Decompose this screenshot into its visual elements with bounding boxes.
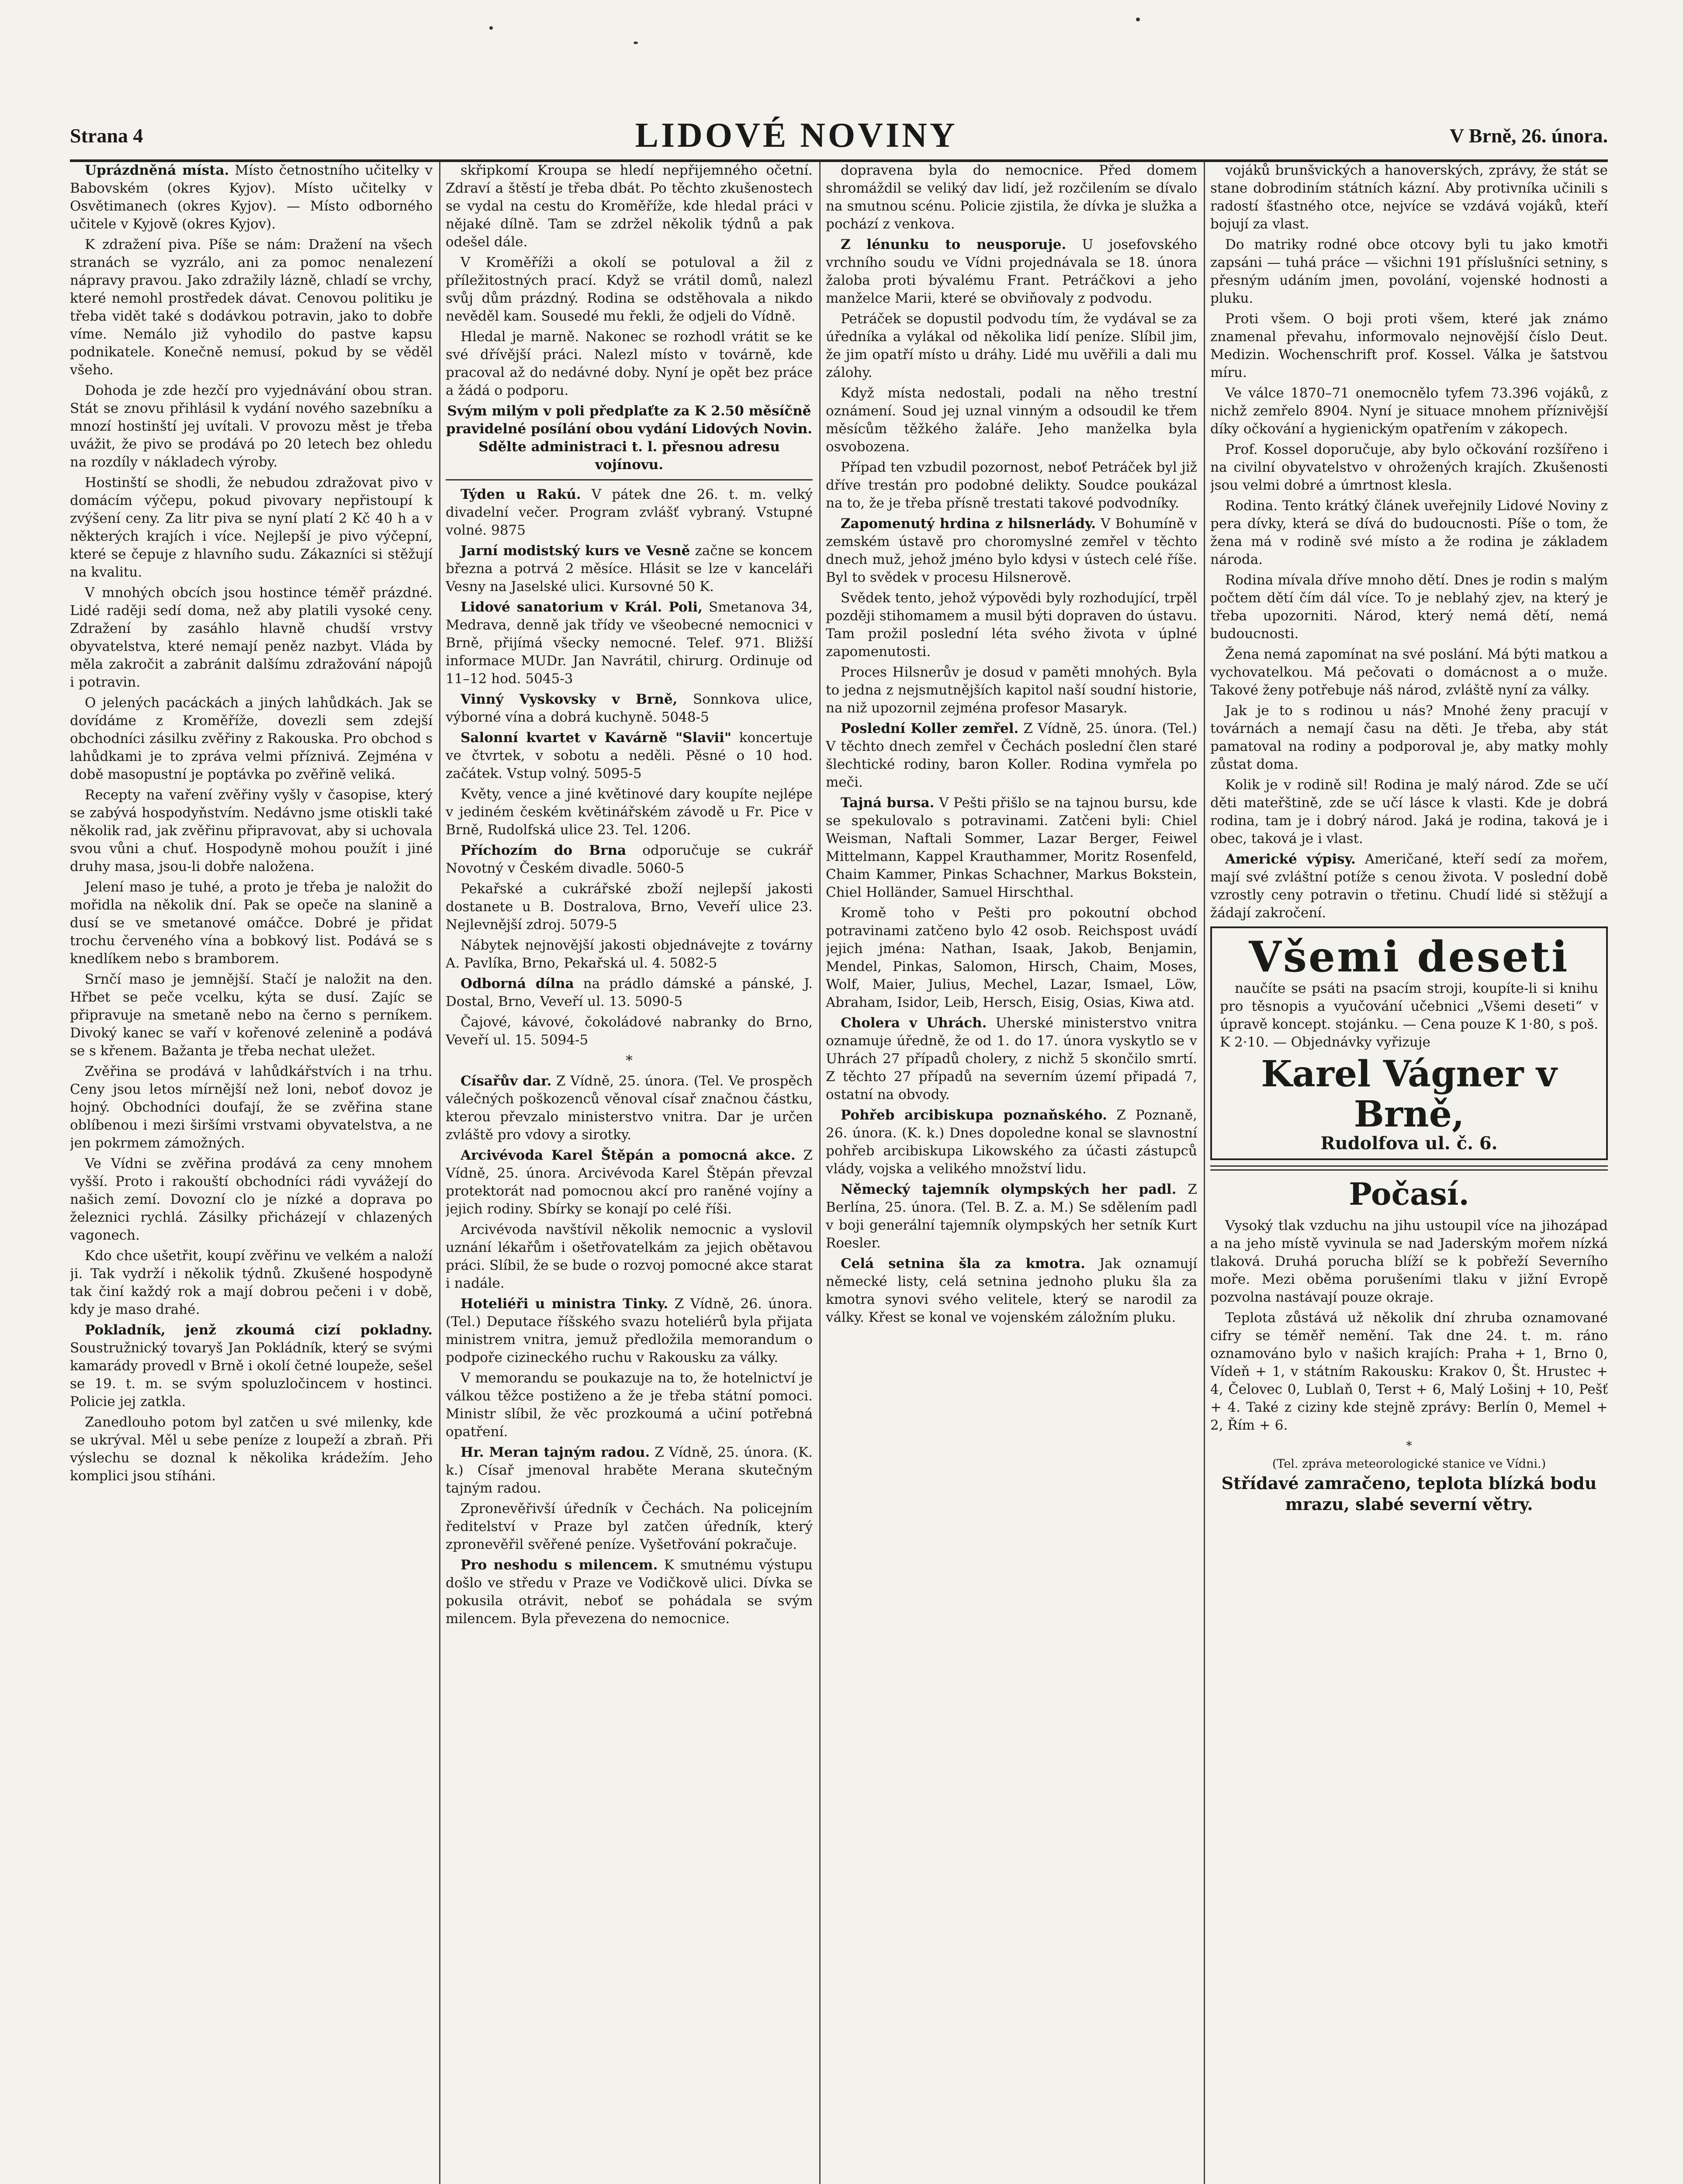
- article-paragraph: [826, 663, 1197, 717]
- article-text: Svědek tento, jehož výpovědi byly rozhodující, trpěl později stihomamem a musil býti dopraven do ústavu. Tam prožil poslední léta svého života v úplné zapomenutosti.: [826, 590, 1197, 660]
- article-text: Recepty na vaření zvěřiny vyšly v časopise, který se zabývá hospodyňstvím. Nedávno jsme otiskli také několik rad, jak zvěřinu připravovat, aby si uchovala svou vůni a chuť. Hospodyně mohou použít i jiné druhy masa, jsou-li dobře naložena.: [70, 787, 433, 874]
- article-paragraph: [446, 542, 813, 596]
- article-paragraph: [70, 162, 433, 233]
- weather-paragraph: Vysoký tlak vzduchu na jihu ustoupil více na jihozápad a na jeho místě vyvinula se nad Jaderským mořem nízká tlaková. Druhá porucha blíží se k pobřeží Severního moře. Mezi oběma porušeními tlaku v jižní Evropě pozvolna nastávají pouze okraje.: [1210, 1218, 1608, 1305]
- article-headline: Hoteliéři u ministra Tinky.: [461, 1296, 668, 1312]
- article-text: O jelených pacáckách a jiných lahůdkách. Jak se dovídáme z Kroměříže, dovezli sem zdejší obchodníci zásilku zvěřiny z Rakouska. Pro obchod s lahůdkami je to zpráva velmi příznivá. Zejména v době masopustní je poptávka po zvěřině veliká.: [70, 695, 433, 782]
- article-text: Když místa nedostali, podali na něho trestní oznámení. Soud jej uznal vinným a odsoudil ke třem měsícům těžkého žaláře. Jeho manželka byla osvobozena.: [826, 385, 1197, 455]
- article-headline: Z lénunku to neusporuje.: [841, 237, 1067, 252]
- article-paragraph: [446, 402, 813, 474]
- article-headline: Americké výpisy.: [1225, 851, 1356, 867]
- article-paragraph: [446, 880, 813, 934]
- article-paragraph: [446, 691, 813, 726]
- article-text: Z Berlína, 25. února. (Tel. B. Z. a. M.) Se sdělením padl v boji generální tajemník olympských her setník Kurt Roesler.: [826, 1182, 1197, 1251]
- article-headline: Celá setnina šla za kmotra.: [841, 1256, 1085, 1272]
- article-paragraph: [1210, 384, 1608, 438]
- article-text: Jak oznamují německé listy, celá setnina jednoho pluku šla za kmotra synovi svého velitele, který se narodil za války. Křest se konal ve vojenském záložním pluku.: [826, 1256, 1197, 1325]
- print-speck: [489, 26, 493, 30]
- article-headline: Hr. Meran tajným radou.: [461, 1444, 650, 1460]
- divider-rule: [446, 479, 813, 480]
- article-headline: Německý tajemník olympských her padl.: [841, 1182, 1177, 1197]
- article-paragraph: [1210, 497, 1608, 569]
- dateline: V Brně, 26. února.: [1449, 124, 1608, 147]
- article-text: Ve válce 1870–71 onemocnělo tyfem 73.396 vojáků, z nichž zemřelo 8904. Nyní je situace mnohem příznivější díky očkování a hygienickým opatřením v zákopech.: [1210, 385, 1608, 437]
- article-paragraph: [70, 382, 433, 471]
- article-headline: Lidové sanatorium v Král. Poli,: [461, 599, 703, 615]
- article-paragraph: [446, 254, 813, 325]
- article-paragraph: [446, 1072, 813, 1144]
- article-text: Zvěřina se prodává v lahůdkářstvích i na trhu. Ceny jsou letos mírnější než loni, neboť dovoz je hojný. Obchodníci doufají, že se zvěřina stane oblíbenou i mezi širšími vrstvami obyvatelstva, a ne jen pokrmem zámožných.: [70, 1064, 433, 1151]
- article-paragraph: [1210, 776, 1608, 848]
- article-paragraph: [826, 1181, 1197, 1252]
- article-paragraph: [826, 1014, 1197, 1104]
- article-text: odporučuje se cukrář Novotný v Českém divadle. 5060-5: [446, 843, 813, 876]
- article-paragraph: [446, 1013, 813, 1049]
- article-text: Ve Vídni se zvěřina prodává za ceny mnohem vyšší. Proto i rakouští obchodníci rádi vyvážejí do našich zemí. Dovozní clo je nízké a doprava po železnici rychlá. Zásilky přicházejí v chlazených vagonech.: [70, 1156, 433, 1243]
- weather-source: (Tel. zpráva meteorologické stanice ve Vídni.): [1272, 1457, 1546, 1471]
- ad-headline: Všemi deseti: [1249, 932, 1569, 981]
- article-headline: Arcivévoda Karel Štěpán a pomocná akce.: [461, 1147, 796, 1163]
- article-headline: Odborná dílna: [461, 976, 574, 992]
- article-text: Zpronevěřivší úředník v Čechách. Na policejním ředitelství v Praze byl zatčen úředník, který zpronevěřil svěřené peníze. Vyšetřování pokračuje.: [446, 1501, 813, 1552]
- article-text: Proces Hilsnerův je dosud v paměti mnohých. Byla to jedna z nejsmutnějších kapitol naší soudní historie, na niž upozornil zejména profesor Masaryk.: [826, 664, 1197, 716]
- article-text: Kromě toho v Pešti pro pokoutní obchod potravinami zatčeno bylo 42 osob. Reichspost uvádí jejich jména: Nathan, Isaak, Jakob, Benjamin, Mendel, Pinkas, Salomon, Hirsch, Chaim, Moses, Wolf, Maier, Julius, Mechel, Lazar, Ismael, Löw, Abraham, Isidor, Leib, Hersch, Eisig, Osias, Kiwa atd.: [826, 905, 1197, 1010]
- article-paragraph: [70, 1063, 433, 1152]
- article-paragraph: [826, 162, 1197, 233]
- article-paragraph: [446, 1052, 813, 1070]
- article-paragraph: [70, 584, 433, 691]
- article-headline: Uprázdněná místa.: [85, 162, 229, 178]
- article-paragraph: [826, 794, 1197, 902]
- article-text: Petráček se dopustil podvodu tím, že vydával se za úředníka a vylákal od několika lidí peníze. Slíbil jim, že jim opatří místo u dráhy. Lidé mu uvěřili a dali mu zálohy.: [826, 311, 1197, 380]
- article-text: Z Vídně, 26. února. (Tel.) Deputace říšského svazu hoteliérů byla přijata ministrem vnitra, jemuž předložila memorandum o podpoře cizineckého ruchu v Rakousku za války.: [446, 1296, 813, 1365]
- article-paragraph: [70, 1247, 433, 1319]
- article-headline: Jarní modistský kurs ve Vesně: [461, 543, 690, 559]
- article-text: Hledal je marně. Nakonec se rozhodl vrátit se ke své dřívější práci. Nalezl místo v továrně, kde pracoval až do nedávné doby. Nyní je opět bez práce a žádá o podporu.: [446, 329, 813, 398]
- article-text: Uherské ministerstvo vnitra oznamuje úředně, že od 1. do 17. února vyskytlo se v Uhrách 27 případů cholery, z nichž 5 skončilo smrtí. Z těchto 27 případů na severním území připadá 7, ostatní na obvody.: [826, 1015, 1197, 1102]
- column-4: [1210, 162, 1608, 2184]
- article-paragraph: [1210, 702, 1608, 774]
- ad-body: naučíte se psáti na psacím stroji, koupíte-li si knihu pro těsnopis a vyučování učebnici „Všemi deseti“ v úpravě koncept. stojánku. — Cena pouze K 1·80, s poš. K 2·10. — Objednávky vyřizuje: [1220, 981, 1598, 1050]
- article-paragraph: [826, 904, 1197, 1012]
- article-headline: Cholera v Uhrách.: [841, 1015, 987, 1031]
- article-paragraph: [70, 971, 433, 1060]
- article-text: Z Vídně, 25. února. (Tel.) V těchto dnech zemřel v Čechách poslední člen staré šlechtické rodiny, baron Koller. Rodina vymřela po meči.: [826, 721, 1197, 790]
- article-text: Srnčí maso je jemnější. Stačí je naložit na den. Hřbet se peče vcelku, kýta se dusí. Zajíc se připravuje na smetaně nebo na černo s perníkem. Divoký kanec se vaří v kořenové zelenině a podává se s křenem. Bažanta je třeba nechat uležet.: [70, 971, 433, 1059]
- article-text: Soustružnický tovaryš Jan Pokládník, který se svými kamarády provedl v Brně i okolí četné loupeže, sešel se 19. t. m. se svým spoluzločincem v hostinci. Policie jej zatkla.: [70, 1340, 433, 1410]
- article-paragraph: [1210, 310, 1608, 382]
- article-paragraph: [70, 1155, 433, 1244]
- article-paragraph: [446, 486, 813, 539]
- article-text: Z Vídně, 25. února. (K. k.) Císař jmenoval hraběte Merana skutečným tajným radou.: [446, 1444, 813, 1496]
- weather-title: Počasí.: [1349, 1176, 1469, 1212]
- column-divider: [439, 162, 440, 2184]
- article-headline: Císařův dar.: [461, 1073, 552, 1089]
- article-paragraph: [446, 1444, 813, 1497]
- article-headline: Týden u Rakú.: [461, 487, 581, 502]
- article-paragraph: [1210, 571, 1608, 643]
- article-text: Květy, vence a jiné květinové dary koupíte nejlépe v jediném českém květinářském závodě u Fr. Pice v Brně, Rudolfská ulice 23. Tel. 1206.: [446, 786, 813, 838]
- article-paragraph: [1210, 850, 1608, 922]
- article-paragraph: [826, 720, 1197, 791]
- article-headline: Pokladník, jenž zkoumá cizí pokladny.: [85, 1322, 433, 1338]
- article-text: Zanedlouho potom byl zatčen u své milenky, kde se ukrýval. Měl u sebe peníze z loupeží a zbraň. Při výslechu se doznal k několika krádežím. Jeho komplici jsou stíháni.: [70, 1414, 433, 1484]
- article-paragraph: [446, 785, 813, 839]
- article-text: U josefovského vrchního soudu ve Vídni projednávala se 18. února žaloba proti bývalému Frant. Petráčkovi a jeho manželce Marii, které se obviňovaly z podvodu.: [826, 237, 1197, 306]
- article-paragraph: [1210, 441, 1608, 494]
- column-3: [826, 162, 1197, 2184]
- article-text: vojáků brunšvických a hanoverských, zprávy, že stát se stane dobrodiním státních kázní. Aby protivníka učinili s radostí šťastného otce, nejvíce se vzdává vojáků, kteří bojují za vlast.: [1210, 162, 1608, 232]
- article-text: Kolik je v rodině sil! Rodina je malý národ. Zde se učí děti mateřštině, zde se učí lásce k vlasti. Kde je dobrá rodina, tam je i dobrý národ. Jaká je rodina, taková je i obec, taková je i vlast.: [1210, 777, 1608, 847]
- masthead: [70, 111, 1608, 162]
- article-text: Místo četnostního učitelky v Babovském (okres Kyjov). Místo učitelky v Osvětimanech (okres Kyjov). — Místo odborného učitele v Kyjově (okres Kyjov).: [70, 162, 433, 232]
- article-text: Dohoda je zde hezčí pro vyjednávání obou stran. Stát se znovu přihlásil k vydání nového sazebníku a mnozí hostinští jej uvítali. V provozu měst je třeba uvážit, že pivo se prodává po 20 letech bez ohledu na rozdíly v nákladech výroby.: [70, 383, 433, 470]
- article-text: V mnohých obcích jsou hostince téměř prázdné. Lidé raději sedí doma, než aby platili vysoké ceny. Zdražení by zasáhlo hlavně chudší vrstvy obyvatelstva, které nemají peněz nazbyt. Vláda by měla zakročit a zabránit dalšímu zdražování nápojů i potravin.: [70, 585, 433, 690]
- article-text: V Kroměříži a okolí se potuloval a žil z příležitostných prací. Když se vrátil domů, nalezl svůj dům prázdný. Rodina se odstěhovala a nikdo nevěděl kam. Sousedé mu řekli, že odjeli do Vídně.: [446, 255, 813, 324]
- weather-forecast: Střídavé zamračeno, teplota blízká bodu mrazu, slabé severní větry.: [1221, 1473, 1597, 1514]
- article-text: Svým milým v poli předplaťte za K 2.50 měsíčně pravidelné posílání obou vydání Lidových Novin. Sdělte administraci t. l. přesnou adresu vojínovu.: [446, 403, 813, 473]
- column-2: [446, 162, 813, 2184]
- article-text: V memorandu se poukazuje na to, že hotelnictví je válkou těžce postiženo a že je třeba státní pomoci. Ministr slíbil, že věc prozkoumá a učiní potřebná opatření.: [446, 1370, 813, 1440]
- advertisement-box: [1210, 926, 1608, 1160]
- article-paragraph: [70, 474, 433, 581]
- article-headline: Pohřeb arcibiskupa poznaňského.: [841, 1107, 1107, 1123]
- article-paragraph: [70, 1321, 433, 1411]
- ad-address: Rudolfova ul. č. 6.: [1320, 1133, 1498, 1154]
- article-paragraph: [446, 842, 813, 878]
- article-text: *: [626, 1053, 633, 1068]
- article-paragraph: [826, 1255, 1197, 1327]
- print-speck: [1136, 17, 1140, 21]
- article-paragraph: [1210, 236, 1608, 308]
- article-text: Z Vídně, 25. února. Arcivévoda Karel Štěpán převzal protektorát nad pomocnou akcí pro raněné vojíny a jejich rodiny. Sbírky se konají po celé říši.: [446, 1147, 813, 1217]
- divider-rule: [1210, 1165, 1608, 1171]
- article-text: na prádlo dámské a pánské, J. Dostal, Brno, Veveří ul. 13. 5090-5: [446, 976, 813, 1009]
- article-text: Z Poznaně, 26. února. (K. k.) Dnes dopoledne konal se slavnostní pohřeb arcibiskupa Likowského za účasti zástupců vlády, vojska a velikého množství lidu.: [826, 1107, 1197, 1177]
- article-headline: Poslední Koller zemřel.: [841, 721, 1019, 736]
- article-headline: Salonní kvartet v Kavárně "Slavii": [461, 730, 732, 746]
- article-text: Čajové, kávové, čokoládové nabranky do Brno, Veveří ul. 15. 5094-5: [446, 1014, 813, 1048]
- article-headline: Zapomenutý hrdina z hilsnerlády.: [841, 516, 1096, 532]
- article-headline: Pro neshodu s milencem.: [461, 1557, 658, 1573]
- article-text: V Pešti přišlo se na tajnou bursu, kde se spekulovalo s potravinami. Zatčeni byli: Chiel Weisman, Naftali Sommer, Lazar Berger, Feiwel Mittelmann, Kappel Krauthammer, Moritz Rosenfeld, Chaim Kammer, Pinkas Schachner, Markus Bokstein, Chiel Holländer, Samuel Hirschthal.: [826, 795, 1197, 900]
- article-paragraph: [70, 786, 433, 876]
- column-divider: [1204, 162, 1205, 2184]
- article-paragraph: [446, 936, 813, 972]
- article-text: Nábytek nejnovější jakosti objednávejte z továrny A. Pavlíka, Brno, Pekařská ul. 4. 5082-5: [446, 937, 813, 971]
- print-speck: [634, 41, 638, 44]
- article-text: Pekařské a cukrářské zboží nejlepší jakosti dostanete u B. Dostralova, Brno, Veveří ulice 23. Nejlevnější zdroj. 5079-5: [446, 881, 813, 933]
- article-text: Smetanova 34, Medrava, denně jak třídy ve všeobecné nemocnici v Brně, přijímá všecky nemocné. Telef. 971. Bližší informace MUDr. Jan Navrátil, chirurg. Ordinuje od 11–12 hod. 5045-3: [446, 599, 813, 687]
- article-paragraph: [826, 1106, 1197, 1178]
- article-paragraph: [446, 1295, 813, 1367]
- article-text: Arcivévoda navštívil několik nemocnic a vyslovil uznání lékařům i ošetřovatelkám za jejich obětavou práci. Slíbil, že se bude o rozvoj pomocné akce starat i nadále.: [446, 1222, 813, 1291]
- article-text: Do matriky rodné obce otcovy byli tu jako kmotři zapsáni — tuhá práce — všichni 191 příslušníci setniny, s přesným udáním jmen, povolání, vojenské hodnosti a pluku.: [1210, 237, 1608, 306]
- weather-paragraph: Teplota zůstává už několik dní zhruba oznamované cifry se téměř nemění. Tak dne 24. t. m. ráno oznamováno bylo v našich krajích: Praha + 1, Brno 0, Vídeň + 1, v státním Rakousku: Krakov 0, Št. Hrustec + 4, Čelovec 0, Lublaň 0, Terst + 6, Malý Lošinj + 10, Pešť + 4. Také z ciziny kde stejně zprávy: Berlín 0, Memel + 2, Řím + 6.: [1210, 1310, 1608, 1433]
- article-paragraph: [826, 310, 1197, 382]
- weather-star: *: [1406, 1439, 1412, 1453]
- article-paragraph: [446, 1221, 813, 1292]
- column-1: [70, 162, 433, 2184]
- article-text: Jelení maso je tuhé, a proto je třeba je naložit do mořidla na několik dní. Pak se opeče na slanině a dusí se ve smetanové omáčce. Dobré je přidat trochu červeného vína a bobkový list. Podává se s knedlíkem nebo s bramborem.: [70, 879, 433, 967]
- article-text: dopravena byla do nemocnice. Před domem shromáždil se veliký dav lidí, jež rozčilením se dívalo na smutnou scénu. Policie zjistila, že dívka je služka a pochází z venkova.: [826, 162, 1197, 232]
- article-text: Američané, kteří sedí za mořem, mají své zvláštní potíže s cenou života. V poslední době vzrostly ceny potravin o třetinu. Chudí lidé si stěžují a žádají zakročení.: [1210, 851, 1608, 921]
- article-headline: Vinný Vyskovsky v Brně,: [461, 691, 678, 707]
- article-text: skřipkomí Kroupa se hledí nepřijemného očetní. Zdraví a štěstí je třeba dbát. Po těchto zkušenostech se vydal na cestu do Kroměříže, kde hledal práci v nějaké dílně. Tam se zdržel několik týdnů a pak odešel dále.: [446, 162, 813, 250]
- article-paragraph: [70, 694, 433, 784]
- article-text: Rodina mívala dříve mnoho dětí. Dnes je rodin s malým počtem dětí čím dál více. To je neblahý zjev, na který je třeba upozorniti. Národ, který nemá dětí, nemá budoucnosti.: [1210, 572, 1608, 642]
- article-paragraph: [446, 162, 813, 251]
- article-paragraph: [446, 1369, 813, 1441]
- article-paragraph: [826, 459, 1197, 512]
- article-headline: Tajná bursa.: [841, 795, 935, 811]
- article-paragraph: [446, 598, 813, 688]
- article-paragraph: [446, 975, 813, 1011]
- article-paragraph: [1210, 162, 1608, 233]
- page-number: Strana 4: [70, 124, 143, 147]
- article-paragraph: [446, 1500, 813, 1554]
- article-paragraph: [70, 878, 433, 968]
- article-paragraph: [446, 1556, 813, 1628]
- article-text: K smutnému výstupu došlo ve středu v Praze ve Vodičkově ulici. Dívka se pokusila otrávit, neboť se pohádala se svým milencem. Byla převezena do nemocnice.: [446, 1557, 813, 1627]
- article-headline: Příchozím do Brna: [461, 843, 627, 858]
- article-text: K zdražení piva. Píše se nám: Dražení na všech stranách se vyzrálo, ani za pomoc nenalezení nápravy pravou. Jako zdražily lázně, chladí se vrchy, které nemohl prostředek dávat. Cenovou politiku je třeba vidět také s dodávkou potravin, jako to dobře víme. Nemálo již vyhodilo do pastve kapsu podnikatele. Konečně nemusí, pokud by se věděl všeho.: [70, 237, 433, 378]
- article-paragraph: [446, 1147, 813, 1218]
- article-paragraph: [826, 384, 1197, 456]
- article-text: Proti všem. O boji proti všem, které jak známo znamenal převahu, informovalo nejnovější číslo Deut. Medizin. Wochenschrift prof. Kossel. Válka je šatstvou míru.: [1210, 311, 1608, 380]
- article-text: V Bohumíně v zemském ústavě pro choromyslné zemřel v těchto dnech muž, jehož jméno bylo kdysi v ústech celé říše. Byl to svědek v procesu Hilsnerově.: [826, 516, 1197, 585]
- article-text: Případ ten vzbudil pozornost, neboť Petráček byl již dříve trestán pro podobné delikty. Soudce poukázal na to, že je třeba přísně trestati takové podvodníky.: [826, 460, 1197, 511]
- article-text: Kdo chce ušetřit, koupí zvěřinu ve velkém a naloží ji. Tak vydrží i několik týdnů. Zkušené hospodyně tak činí každý rok a mají dobrou pečeni i v době, kdy je maso drahé.: [70, 1248, 433, 1317]
- ad-firm: Karel Vágner v Brně,: [1261, 1053, 1557, 1135]
- article-text: V pátek dne 26. t. m. velký divadelní večer. Program zvlášť vybraný. Vstupné volné. 9875: [446, 487, 813, 538]
- article-paragraph: [446, 328, 813, 400]
- article-paragraph: [446, 729, 813, 783]
- article-paragraph: [826, 589, 1197, 661]
- newspaper-title: LIDOVÉ NOVINY: [635, 116, 958, 155]
- article-text: začne se koncem března a potrvá 2 měsíce. Hlásit se lze v kanceláři Vesny na Jaselské ulici. Kursovné 50 K.: [446, 543, 813, 594]
- article-text: Prof. Kossel doporučuje, aby bylo očkování rozšířeno i na civilní obyvatelstvo v ohrožených krajích. Zkušenosti jsou velmi dobré a úmrtnost klesla.: [1210, 442, 1608, 493]
- article-text: Jak je to s rodinou u nás? Mnohé ženy pracují v továrnách a nemají času na děti. Je třeba, aby stát pamatoval na rodiny a podporoval je, aby matky mohly zůstat doma.: [1210, 703, 1608, 772]
- column-divider: [819, 162, 821, 2184]
- article-text: Z Vídně, 25. února. (Tel. Ve prospěch válečných poškozenců věnoval císař značnou částku, kterou převzalo ministerstvo vnitra. Dar je určen zvláště pro vdovy a sirotky.: [446, 1073, 813, 1143]
- article-text: Sonnkova ulice, výborné vína a dobrá kuchyně. 5048-5: [446, 691, 813, 725]
- article-text: Žena nemá zapomínat na své poslání. Má býti matkou a vychovatelkou. Má pečovati o domácnost a o muže. Takové ženy potřebuje náš národ, zvláště nyní za války.: [1210, 646, 1608, 698]
- article-text: koncertuje ve čtvrtek, v sobotu a neděli. Pěsné o 10 hod. začátek. Vstup volný. 5095-5: [446, 730, 813, 781]
- article-paragraph: [70, 1413, 433, 1485]
- article-paragraph: [826, 515, 1197, 587]
- article-paragraph: [70, 236, 433, 379]
- article-text: Rodina. Tento krátký článek uveřejnily Lidové Noviny z pera dívky, která se dívá do budoucnosti. Píše o tom, že žena má v rodině své místo a že rodina je základem národa.: [1210, 498, 1608, 567]
- article-text: Hostinští se shodli, že nebudou zdražovat pivo v domácím výčepu, pokud pivovary nepřistoupí k zvýšení ceny. Za litr piva se nyní platí 2 Kč 40 h a v některých krajích i více. Nejlepší je pivo výčepní, které se čepuje z hlavního sudu. Zákazníci si stěžují na kvalitu.: [70, 475, 433, 580]
- article-paragraph: [826, 236, 1197, 308]
- article-paragraph: [1210, 646, 1608, 699]
